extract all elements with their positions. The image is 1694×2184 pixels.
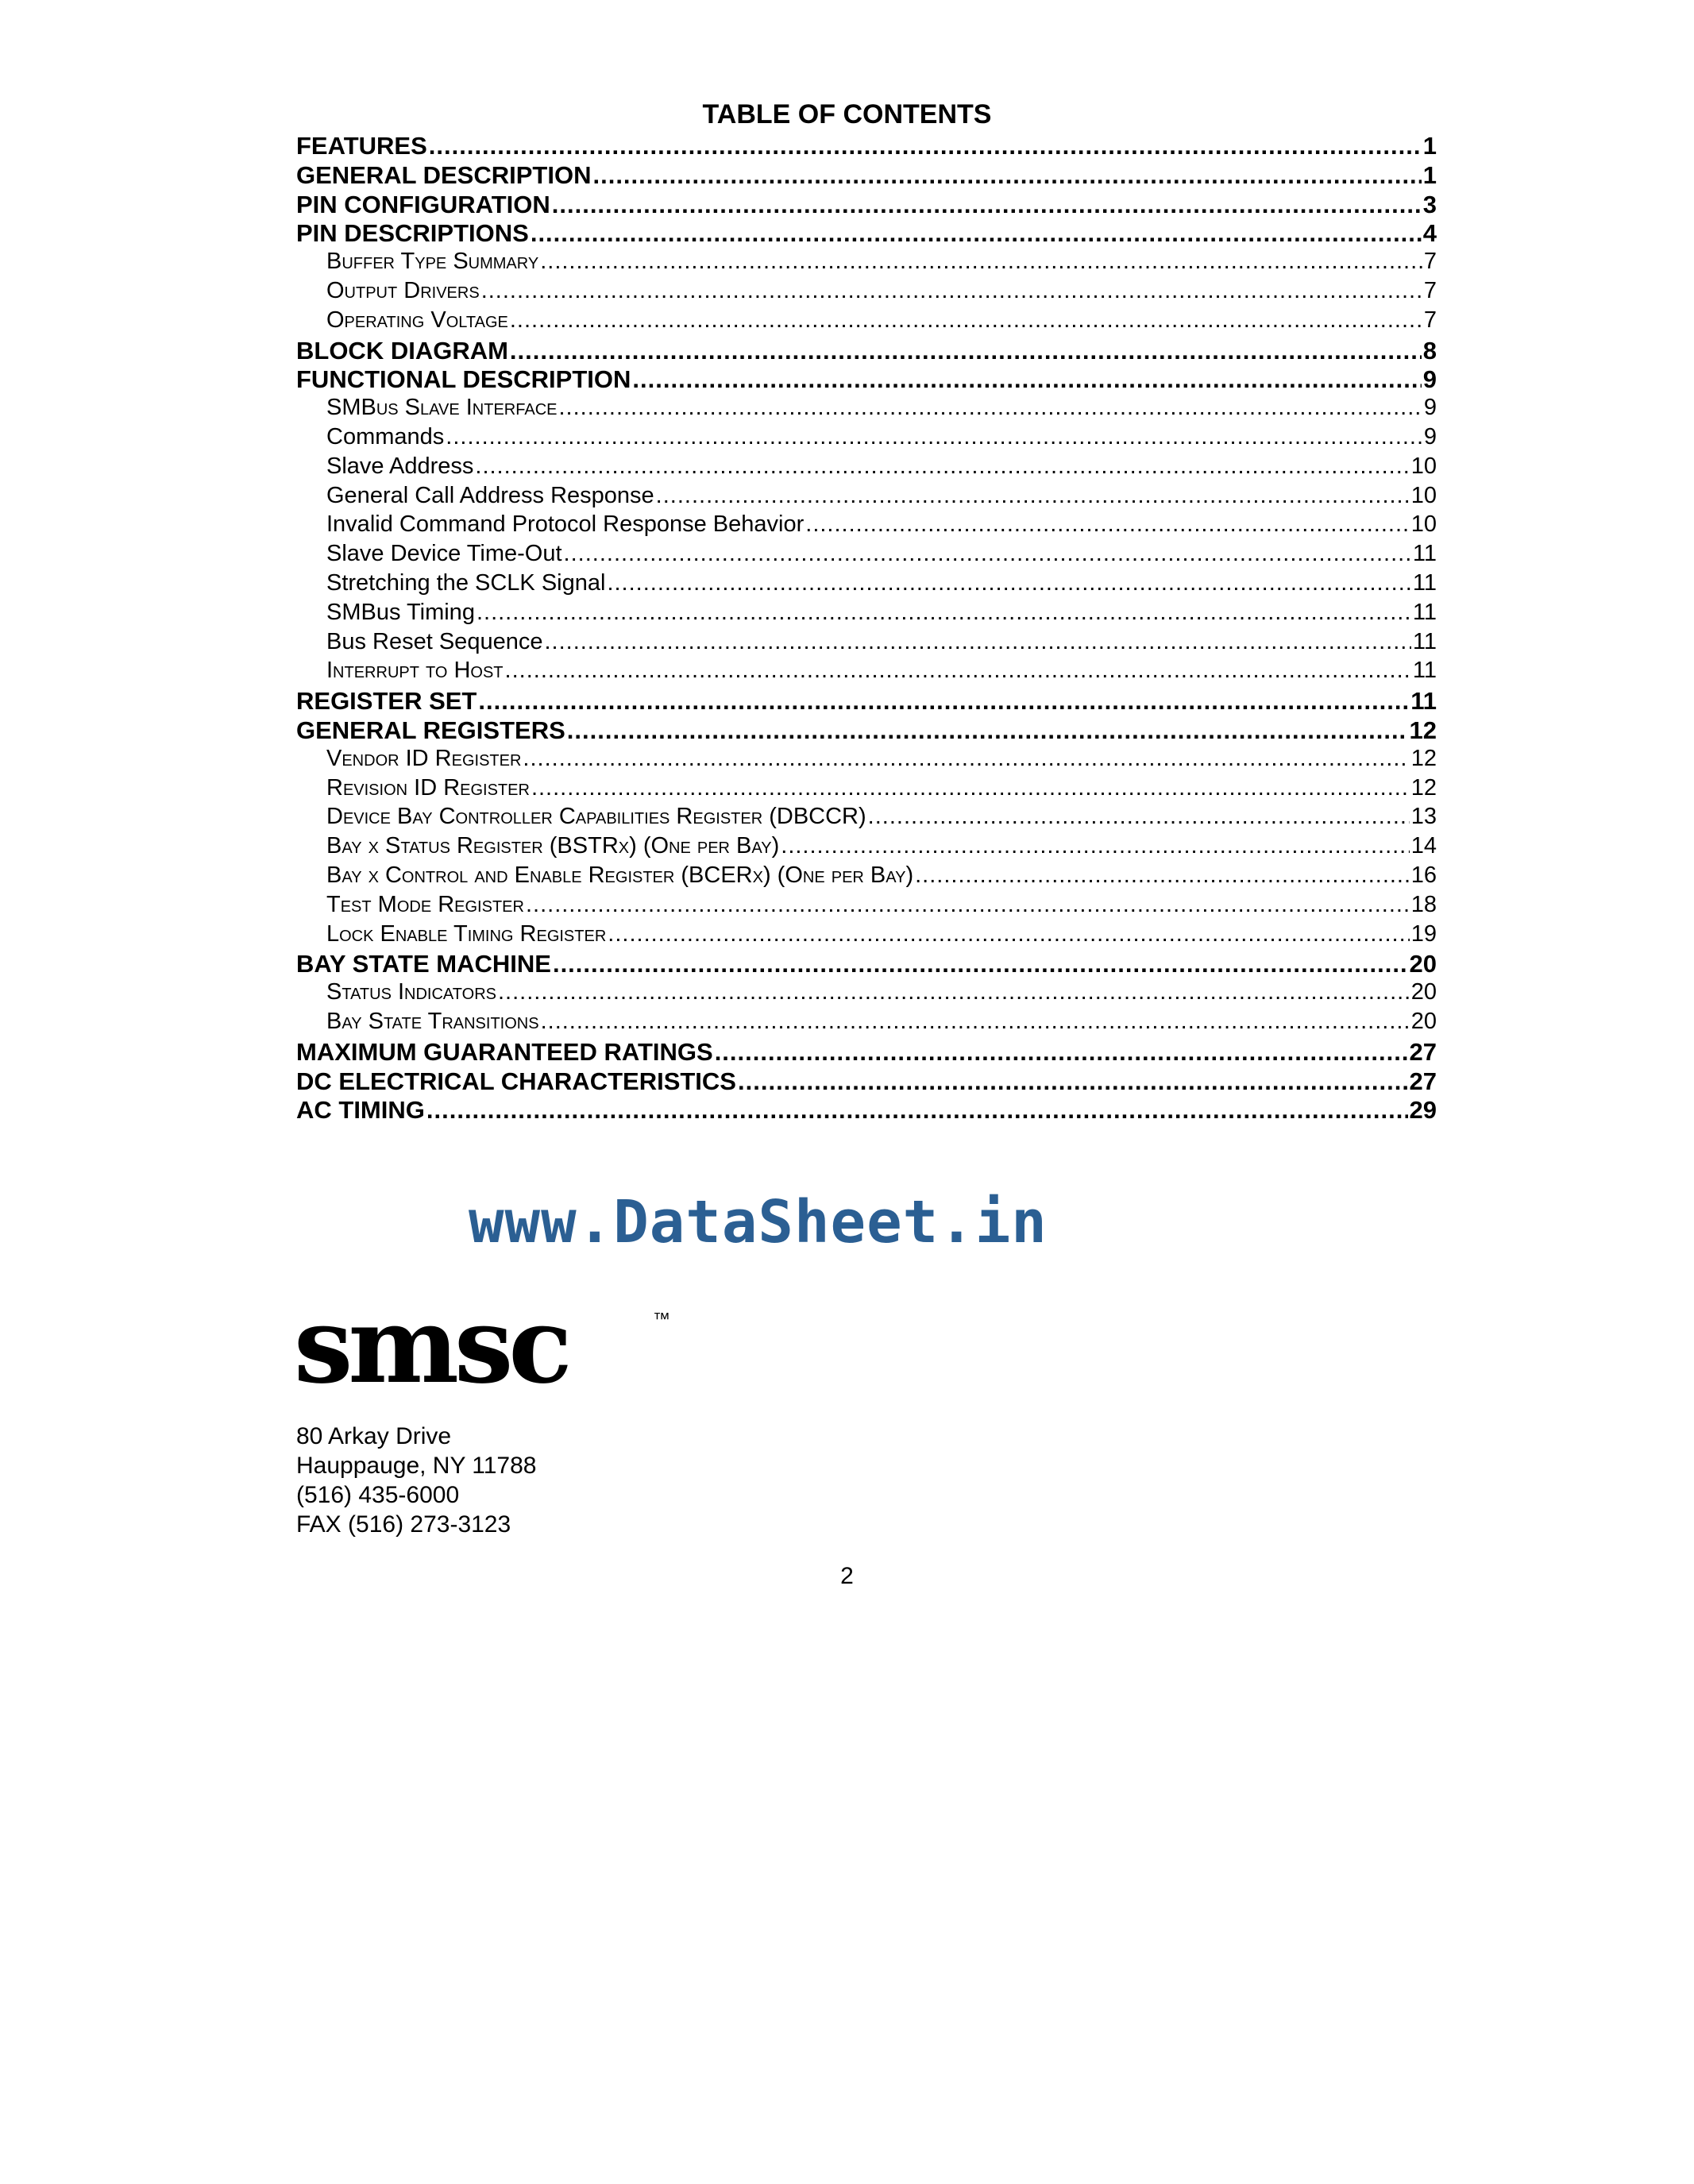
toc-entry-page: 7 [1423,277,1437,303]
toc-dot-leader [738,1067,1408,1096]
toc-entry [296,395,1437,424]
toc-dot-leader [540,249,1422,275]
toc-entry [296,1038,1437,1067]
toc-entry-title: FUNCTIONAL DESCRIPTION [296,365,631,394]
toc-entry-page: 11 [1412,541,1437,567]
toc-entry-page: 16 [1410,862,1437,888]
toc-entry-page: 14 [1410,833,1437,859]
toc-entry [296,600,1437,629]
toc-entry-page: 20 [1410,1008,1437,1034]
toc-entry-title: Revision ID Register [326,774,530,801]
toc-entry [296,132,1437,161]
toc-entry-title: FEATURES [296,132,427,160]
toc-entry-page: 11 [1412,658,1437,684]
table-of-contents [296,132,1437,1125]
toc-entry-title: Interrupt to Host [326,658,504,684]
toc-entry [296,687,1437,716]
toc-entry [296,453,1437,483]
toc-entry-title: BLOCK DIAGRAM [296,336,508,365]
toc-entry-page: 12 [1410,774,1437,801]
toc-entry-title: Commands [326,423,445,450]
toc-dot-leader [607,570,1410,596]
toc-dot-leader [656,483,1410,509]
toc-dot-leader [558,395,1422,421]
trademark-symbol: ™ [653,1309,670,1329]
toc-entry [296,862,1437,892]
toc-entry-title: Operating Voltage [326,307,508,333]
toc-dot-leader [523,746,1409,772]
toc-entry-title: Test Mode Register [326,891,524,917]
toc-entry-title: Output Drivers [326,277,480,303]
toc-entry [296,658,1437,687]
toc-entry [296,629,1437,658]
toc-entry [296,804,1437,833]
toc-entry-page: 8 [1422,336,1437,365]
toc-entry-title: SMBus Timing [326,599,475,625]
toc-entry-page: 11 [1412,569,1437,596]
toc-entry-title: Slave Address [326,453,474,479]
toc-dot-leader [632,365,1421,394]
toc-entry-title: PIN DESCRIPTIONS [296,219,529,248]
toc-dot-leader [475,453,1409,480]
toc-entry [296,424,1437,453]
toc-dot-leader [553,950,1408,978]
toc-entry [296,161,1437,191]
toc-entry [296,775,1437,805]
toc-entry-page: 3 [1422,190,1437,218]
toc-entry [296,1009,1437,1038]
toc-entry-page: 7 [1423,307,1437,333]
toc-entry-page: 10 [1410,482,1437,508]
toc-dot-leader [541,1009,1410,1035]
toc-entry-title: Device Bay Controller Capabilities Register (DBCCR) [326,804,866,830]
toc-entry [296,511,1437,541]
toc-entry [296,365,1437,395]
toc-entry [296,337,1437,366]
toc-title: TABLE OF CONTENTS [702,99,992,129]
toc-entry [296,483,1437,512]
toc-entry [296,1067,1437,1097]
toc-entry [296,979,1437,1009]
toc-entry-title: Invalid Command Protocol Response Behavior [326,511,805,538]
address-line-street: 80 Arkay Drive [296,1423,452,1449]
toc-dot-leader [552,191,1422,219]
toc-entry [296,833,1437,862]
toc-entry [296,570,1437,600]
toc-entry-title: Lock Enable Timing Register [326,920,607,947]
toc-dot-leader [608,921,1409,947]
toc-entry-page: 27 [1409,1067,1437,1095]
toc-entry-title: REGISTER SET [296,687,477,716]
toc-entry-page: 9 [1422,365,1437,394]
toc-entry-title: PIN CONFIGURATION [296,190,550,218]
toc-dot-leader [426,1096,1408,1125]
address-line-city: Hauppauge, NY 11788 [296,1453,537,1479]
toc-dot-leader [429,132,1422,160]
toc-entry-title: Status Indicators [326,979,496,1005]
toc-entry-page: 1 [1422,132,1437,160]
toc-dot-leader [510,307,1422,334]
toc-dot-leader [868,804,1410,830]
toc-entry-page: 19 [1410,920,1437,947]
toc-entry-title: BAY STATE MACHINE [296,950,551,978]
toc-entry [296,191,1437,220]
toc-entry-page: 13 [1410,804,1437,830]
toc-dot-leader [915,862,1410,889]
toc-dot-leader [592,161,1421,190]
toc-dot-leader [510,337,1422,365]
toc-entry-title: SMBus Slave Interface [326,395,558,421]
toc-dot-leader [478,687,1409,716]
toc-dot-leader [531,775,1410,801]
toc-entry-title: Slave Device Time-Out [326,541,562,567]
toc-entry-title: Bay x Control and Enable Register (BCERx) (One per Bay) [326,862,914,888]
toc-entry-title: General Call Address Response [326,482,654,508]
toc-entry [296,249,1437,278]
toc-entry-page: 18 [1410,891,1437,917]
toc-dot-leader [505,658,1411,684]
toc-entry-page: 12 [1410,745,1437,771]
toc-dot-leader [544,629,1410,655]
toc-dot-leader [498,979,1410,1005]
toc-entry-page: 27 [1409,1037,1437,1066]
toc-entry-page: 10 [1410,511,1437,538]
toc-entry-page: 11 [1412,599,1437,625]
smsc-logo [294,1302,683,1414]
toc-entry-title: Vendor ID Register [326,745,522,771]
toc-entry-title: Bay x Status Register (BSTRx) (One per Bay) [326,833,780,859]
toc-dot-leader [805,511,1409,538]
toc-entry-page: 12 [1409,716,1437,744]
toc-dot-leader [481,278,1422,304]
toc-entry [296,307,1437,337]
toc-entry [296,541,1437,570]
toc-entry [296,746,1437,775]
toc-entry-title: AC TIMING [296,1096,425,1125]
toc-dot-leader [477,600,1411,626]
toc-entry [296,278,1437,307]
toc-dot-leader [781,833,1409,859]
toc-entry-title: GENERAL DESCRIPTION [296,160,592,189]
toc-entry-page: 10 [1410,453,1437,479]
toc-dot-leader [531,219,1422,248]
toc-entry-title: DC ELECTRICAL CHARACTERISTICS [296,1067,736,1095]
toc-entry-page: 20 [1410,979,1437,1005]
toc-entry-title: Stretching the SCLK Signal [326,569,606,596]
toc-entry-page: 29 [1409,1096,1437,1125]
toc-entry-page: 11 [1410,687,1437,716]
logo-wordmark: smsc [294,1302,568,1407]
toc-entry-title: Bus Reset Sequence [326,628,543,654]
toc-dot-leader [715,1038,1408,1067]
toc-entry-page: 9 [1423,395,1437,421]
toc-dot-leader [526,892,1410,918]
page-number: 2 [840,1563,854,1589]
toc-entry-page: 1 [1422,160,1437,189]
toc-entry-page: 11 [1412,628,1437,654]
toc-entry-page: 7 [1423,249,1437,275]
toc-entry-page: 9 [1423,423,1437,450]
toc-dot-leader [567,716,1408,745]
toc-dot-leader [446,424,1422,450]
toc-entry [296,1096,1437,1125]
toc-entry [296,219,1437,249]
toc-entry-page: 4 [1422,219,1437,248]
company-address [296,1422,536,1539]
toc-entry [296,892,1437,921]
watermark-text: www.DataSheet.in [469,1188,1048,1256]
toc-entry-title: MAXIMUM GUARANTEED RATINGS [296,1037,713,1066]
toc-entry-title: Buffer Type Summary [326,249,539,275]
toc-entry-page: 20 [1409,950,1437,978]
toc-dot-leader [564,541,1411,567]
address-phone: (516) 435-6000 [296,1482,460,1508]
address-fax: FAX (516) 273-3123 [296,1511,511,1538]
toc-entry [296,716,1437,746]
toc-entry-title: GENERAL REGISTERS [296,716,565,744]
toc-entry [296,950,1437,979]
toc-entry-title: Bay State Transitions [326,1008,539,1034]
toc-entry [296,921,1437,951]
